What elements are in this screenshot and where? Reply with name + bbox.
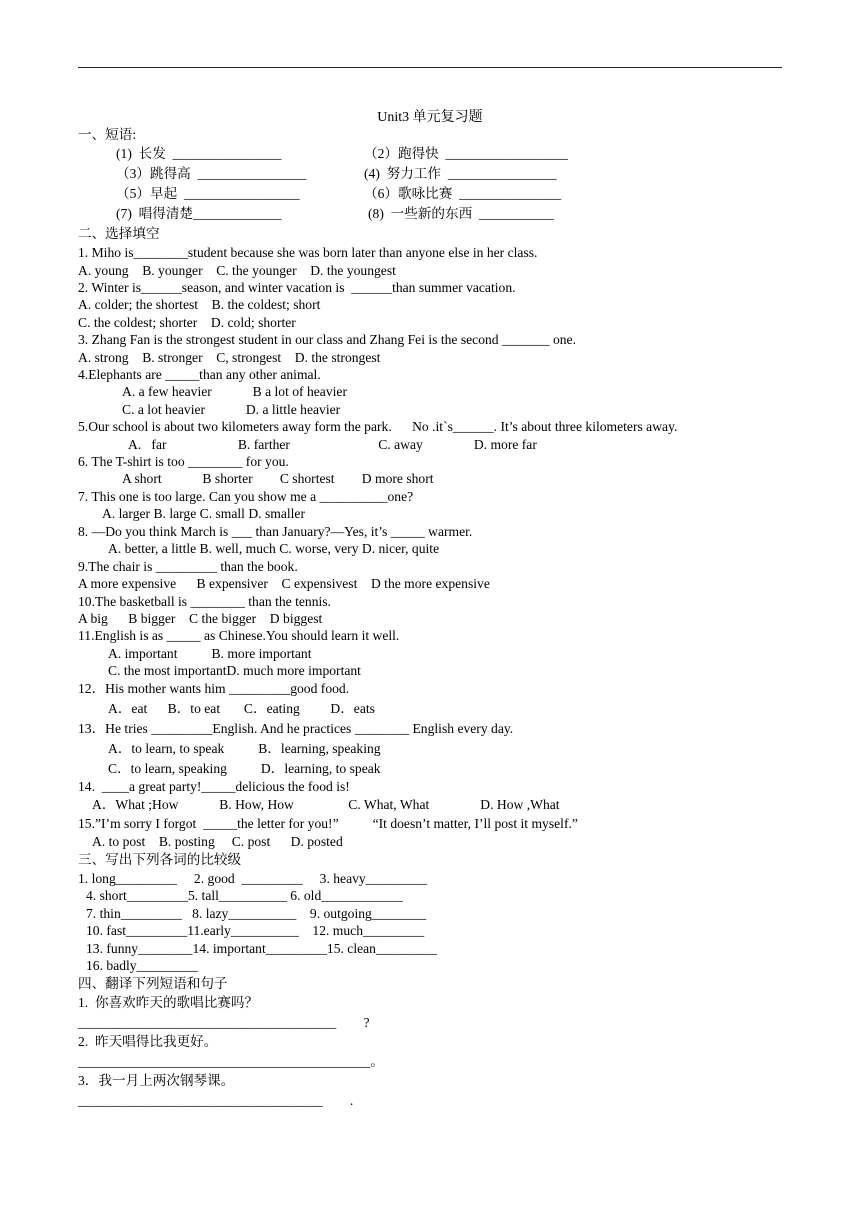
text-line: A．eat B．to eat C．eating D．eats <box>108 701 375 716</box>
text-line: C. the coldest; shorter D. cold; shorter <box>78 315 296 330</box>
text-line: A. far B. farther C. away D. more far <box>128 437 537 452</box>
text-line: 7. This one is too large. Can you show me a __________one? <box>78 489 414 504</box>
text-line: 4. short_________5. tall__________ 6. old____________ <box>86 888 403 903</box>
text-line: A short B shorter C shortest D more short <box>122 471 434 486</box>
text-line: A. young B. younger C. the younger D. the youngest <box>78 263 396 278</box>
text-line: 二、选择填空 <box>78 226 160 241</box>
text-line: 15.”I’m sorry I forgot _____the letter for you!” “It doesn’t matter, I’ll post it myself.” <box>78 816 578 831</box>
text-line: 四、翻译下列短语和句子 <box>78 976 228 991</box>
text-line: 1. 你喜欢昨天的歌唱比赛吗？ <box>78 995 259 1010</box>
text-line: 三、写出下列各词的比较级 <box>78 852 242 867</box>
text-line: A big B bigger C the bigger D biggest <box>78 611 323 626</box>
text-line: （2）跑得快 __________________ <box>364 146 568 161</box>
text-line: A. a few heavier B a lot of heavier <box>122 384 347 399</box>
text-line: ___________________________________________。 <box>78 1054 384 1069</box>
text-line: C. a lot heavier D. a little heavier <box>122 402 341 417</box>
text-line: A more expensive B expensiver C expensivest D the more expensive <box>78 576 490 591</box>
text-line: 9.The chair is _________ than the book. <box>78 559 298 574</box>
text-line: 16. badly_________ <box>86 958 198 973</box>
text-line: 3．我一月上两次钢琴课。 <box>78 1073 235 1088</box>
text-line: 12．His mother wants him _________good food. <box>78 681 350 696</box>
text-line: 4.Elephants are _____than any other animal. <box>78 367 321 382</box>
text-line: 14. ____a great party!_____delicious the food is! <box>78 779 350 794</box>
text-line: 1. Miho is________student because she was born later than anyone else in her class. <box>78 245 538 260</box>
text-line: 13. funny________14. important_________15. clean_________ <box>86 941 438 956</box>
text-line: （3）跳得高 ________________ <box>116 166 307 181</box>
text-line: A．What ;How B. How, How C. What, What D. How ,What <box>92 797 560 812</box>
text-line: 11.English is as _____ as Chinese.You should learn it well. <box>78 628 400 643</box>
header-rule <box>78 67 782 68</box>
text-line: 10. fast_________11.early__________ 12. much_________ <box>86 923 425 938</box>
text-line: A. colder; the shortest B. the coldest; short <box>78 297 321 312</box>
text-line: 6. The T-shirt is too ________ for you. <box>78 454 289 469</box>
text-line: (1) 长发 ________________ <box>116 146 282 161</box>
text-line: 2. Winter is______season, and winter vacation is ______than summer vacation. <box>78 280 516 295</box>
text-line: 3. Zhang Fan is the strongest student in our class and Zhang Fei is the second _______ one. <box>78 332 576 347</box>
text-line: 8. —Do you think March is ___ than January?—Yes, it’s _____ warmer. <box>78 524 473 539</box>
text-line: 5.Our school is about two kilometers away form the park. No .it`s______. It’s about three kilometers away. <box>78 419 678 434</box>
text-line: (8) 一些新的东西 ___________ <box>368 206 554 221</box>
text-line: 1. long_________ 2. good _________ 3. heavy_________ <box>78 871 427 886</box>
text-line: C．to learn, speaking D．learning, to speak <box>108 761 381 776</box>
text-line: ____________________________________ . <box>78 1093 354 1108</box>
text-line: 一、短语: <box>78 127 137 142</box>
text-line: 7. thin_________ 8. lazy__________ 9. outgoing________ <box>86 906 427 921</box>
text-line: C. the most importantD. much more important <box>108 663 361 678</box>
text-line: A. strong B. stronger C, strongest D. the strongest <box>78 350 381 365</box>
text-line: （5）早起 _________________ <box>116 186 300 201</box>
text-line: A. better, a little B. well, much C. worse, very D. nicer, quite <box>108 541 440 556</box>
text-line: 2. 昨天唱得比我更好。 <box>78 1034 218 1049</box>
text-line: （6）歌咏比赛 _______________ <box>364 186 562 201</box>
text-line: A. important B. more important <box>108 646 312 661</box>
text-line: A. to post B. posting C. post D. posted <box>92 834 343 849</box>
text-line: A．to learn, to speak B．learning, speaking <box>108 741 381 756</box>
text-line: 10.The basketball is ________ than the tennis. <box>78 594 331 609</box>
text-line: A. larger B. large C. small D. smaller <box>102 506 305 521</box>
page-title: Unit3 单元复习题 <box>377 110 483 125</box>
text-line: ______________________________________ ? <box>78 1015 370 1030</box>
text-line: (4) 努力工作 ________________ <box>364 166 557 181</box>
text-line: 13．He tries _________English. And he practices ________ English every day. <box>78 721 514 736</box>
text-line: (7) 唱得清楚_____________ <box>116 206 282 221</box>
